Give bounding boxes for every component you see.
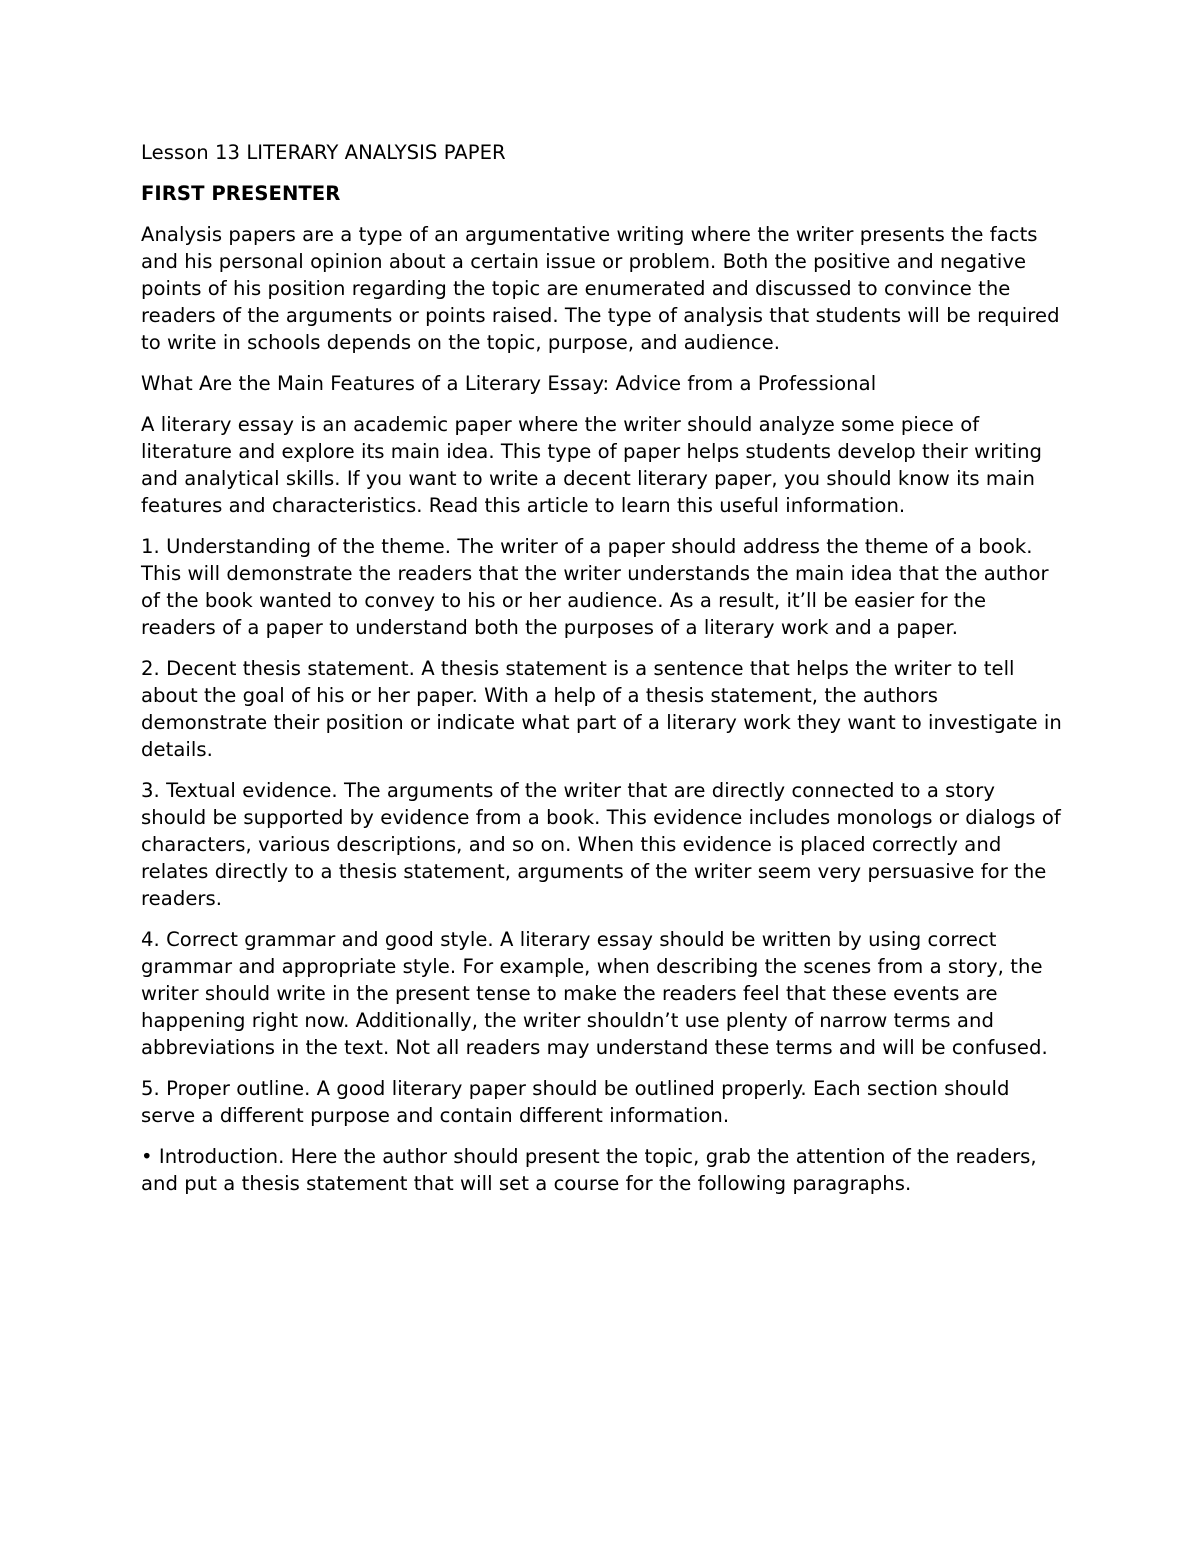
- paragraph-features-heading: What Are the Main Features of a Literary Essay: Advice from a Professional: [141, 372, 877, 395]
- paragraph-outline: 5. Proper outline. A good literary paper should be outlined properly. Each section should serve a different purpose and contain different information.: [141, 1077, 1010, 1127]
- paragraph-evidence: 3. Textual evidence. The arguments of the writer that are directly connected to a story should be supported by evidence from a book. This evidence includes monologs or dialogs of characters, various descriptions, and so on. When this evidence is placed correctly and relates directly to a thesis statement, arguments of the writer seem very persuasive for the readers.: [141, 779, 1061, 910]
- document-body: [141, 139, 1066, 1211]
- lesson-title: Lesson 13 LITERARY ANALYSIS PAPER: [141, 141, 506, 164]
- paragraph-introduction: • Introduction. Here the author should present the topic, grab the attention of the readers, and put a thesis statement that will set a course for the following paragraphs.: [141, 1145, 1037, 1195]
- section-heading: FIRST PRESENTER: [141, 182, 341, 205]
- paragraph-grammar: 4. Correct grammar and good style. A literary essay should be written by using correct grammar and appropriate style. For example, when describing the scenes from a story, the writer should write in the present tense to make the readers feel that these events are happening right now. Additionally, the writer shouldn’t use plenty of narrow terms and abbreviations in the text. Not all readers may understand these terms and will be confused.: [141, 928, 1048, 1059]
- paragraph-literary-essay: A literary essay is an academic paper where the writer should analyze some piece of literature and explore its main idea. This type of paper helps students develop their writing and analytical skills. If you want to write a decent literary paper, you should know its main features and characteristics. Read this article to learn this useful information.: [141, 413, 1043, 517]
- paragraph-theme: 1. Understanding of the theme. The writer of a paper should address the theme of a book. This will demonstrate the readers that the writer understands the main idea that the author of the book wanted to convey to his or her audience. As a result, it’ll be easier for the readers of a paper to understand both the purposes of a literary work and a paper.: [141, 535, 1049, 639]
- paragraph-thesis: 2. Decent thesis statement. A thesis statement is a sentence that helps the writer to tell about the goal of his or her paper. With a help of a thesis statement, the authors demonstrate their position or indicate what part of a literary work they want to investigate in details.: [141, 657, 1062, 761]
- paragraph-analysis-intro: Analysis papers are a type of an argumentative writing where the writer presents the facts and his personal opinion about a certain issue or problem. Both the positive and negative points of his position regarding the topic are enumerated and discussed to convince the readers of the arguments or points raised. The type of analysis that students will be required to write in schools depends on the topic, purpose, and audience.: [141, 223, 1060, 354]
